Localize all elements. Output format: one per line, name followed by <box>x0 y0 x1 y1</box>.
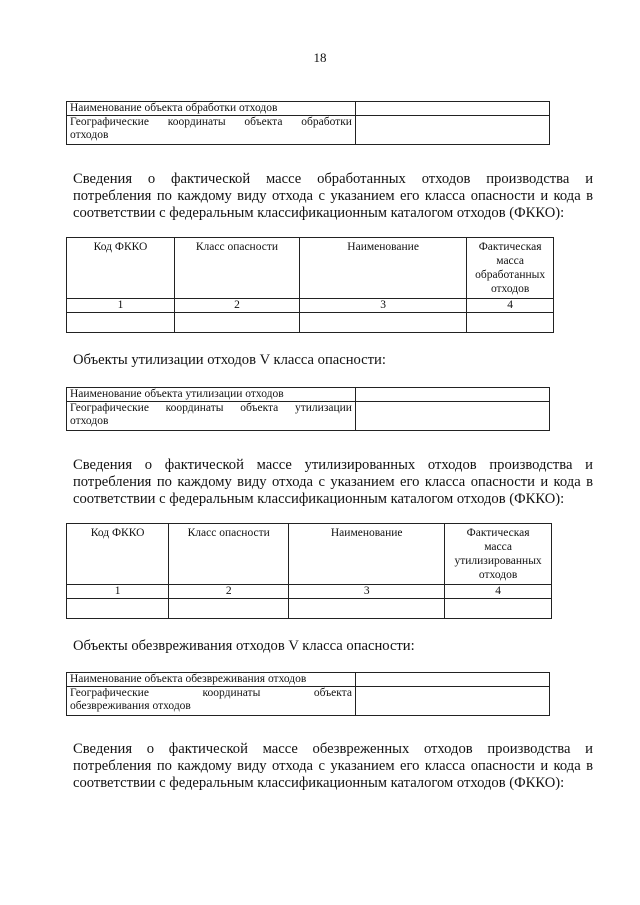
table-cell[interactable] <box>169 599 289 619</box>
utilization-object-name-value[interactable] <box>355 388 549 402</box>
col-number: 3 <box>289 585 445 599</box>
processing-object-name-label: Наименование объекта обработки отходов <box>67 102 356 116</box>
col-header-name: Наименование <box>299 238 466 299</box>
col-number: 2 <box>169 585 289 599</box>
processing-object-coords-value[interactable] <box>355 116 549 145</box>
col-header-fkko-code: Код ФККО <box>67 238 175 299</box>
neutralization-heading: Объекты обезвреживания отходов V класса опасности: <box>73 638 415 654</box>
neutralization-object-coords-label <box>67 687 356 716</box>
h4-line: отходов <box>490 283 530 295</box>
table-cell[interactable] <box>174 313 299 333</box>
col-number: 3 <box>299 299 466 313</box>
col-header-fkko-code: Код ФККО <box>67 524 169 585</box>
col-header-actual-mass <box>467 238 554 299</box>
col-number: 4 <box>467 299 554 313</box>
processing-coords-line1: Географические координаты объекта обработки <box>70 116 352 128</box>
table-cell[interactable] <box>289 599 445 619</box>
table-cell[interactable] <box>67 599 169 619</box>
utilization-object-coords-value[interactable] <box>355 402 549 431</box>
h4-line: обработанных <box>475 269 546 281</box>
h4-line: масса <box>484 541 512 553</box>
para2-line2: потребления по каждому виду отхода с указанием его класса опасности и кода в <box>73 474 593 490</box>
h4-line: Фактическая <box>478 241 542 253</box>
table-cell[interactable] <box>299 313 466 333</box>
processed-waste-table <box>66 237 554 333</box>
col-number: 4 <box>445 585 552 599</box>
h4-line: утилизированных <box>454 555 542 567</box>
col-number: 2 <box>174 299 299 313</box>
utilization-coords-line2: отходов <box>70 415 109 427</box>
neutralization-object-coords-value[interactable] <box>355 687 549 716</box>
utilization-heading: Объекты утилизации отходов V класса опасности: <box>73 352 386 368</box>
para3-line2: потребления по каждому виду отхода с указанием его класса опасности и кода в <box>73 758 593 774</box>
para1-line2: потребления по каждому виду отхода с указанием его класса опасности и кода в <box>73 188 593 204</box>
para3-line3: соответствии с федеральным классификационным каталогом отходов (ФККО): <box>73 775 565 791</box>
neutralization-object-name-label: Наименование объекта обезвреживания отходов <box>67 673 356 687</box>
utilization-object-coords-label <box>67 402 356 431</box>
neutralized-mass-paragraph <box>73 741 593 792</box>
utilized-waste-table <box>66 523 552 619</box>
para2-line3: соответствии с федеральным классификационным каталогом отходов (ФККО): <box>73 491 565 507</box>
h4-line: масса <box>496 255 525 267</box>
processing-object-table <box>66 101 550 145</box>
col-header-hazard-class: Класс опасности <box>174 238 299 299</box>
utilization-coords-line1: Географические координаты объекта утилизации <box>70 402 352 414</box>
processing-object-name-value[interactable] <box>355 102 549 116</box>
h4-line: Фактическая <box>466 527 530 539</box>
para2-line1: Сведения о фактической массе утилизированных отходов производства и <box>73 457 593 473</box>
col-header-actual-mass <box>445 524 552 585</box>
col-number: 1 <box>67 299 175 313</box>
h4-line: отходов <box>478 569 518 581</box>
table-cell[interactable] <box>445 599 552 619</box>
para1-line3: соответствии с федеральным классификационным каталогом отходов (ФККО): <box>73 205 565 221</box>
neutralization-coords-line2: обезвреживания отходов <box>70 700 191 712</box>
neutralization-object-name-value[interactable] <box>355 673 549 687</box>
page-number: 18 <box>313 50 327 65</box>
processed-mass-paragraph <box>73 171 593 222</box>
para1-line1: Сведения о фактической массе обработанных отходов производства и <box>73 171 593 187</box>
col-number: 1 <box>67 585 169 599</box>
table-cell[interactable] <box>467 313 554 333</box>
processing-coords-line2: отходов <box>70 129 109 141</box>
neutralization-object-table <box>66 672 550 716</box>
col-header-hazard-class: Класс опасности <box>169 524 289 585</box>
para3-line1: Сведения о фактической массе обезвреженных отходов производства и <box>73 741 593 757</box>
processing-object-coords-label <box>67 116 356 145</box>
neutralization-coords-line1: Географические координаты объекта <box>70 687 352 699</box>
col-header-name: Наименование <box>289 524 445 585</box>
table-cell[interactable] <box>67 313 175 333</box>
utilization-object-name-label: Наименование объекта утилизации отходов <box>67 388 356 402</box>
utilized-mass-paragraph <box>73 457 593 508</box>
utilization-object-table <box>66 387 550 431</box>
